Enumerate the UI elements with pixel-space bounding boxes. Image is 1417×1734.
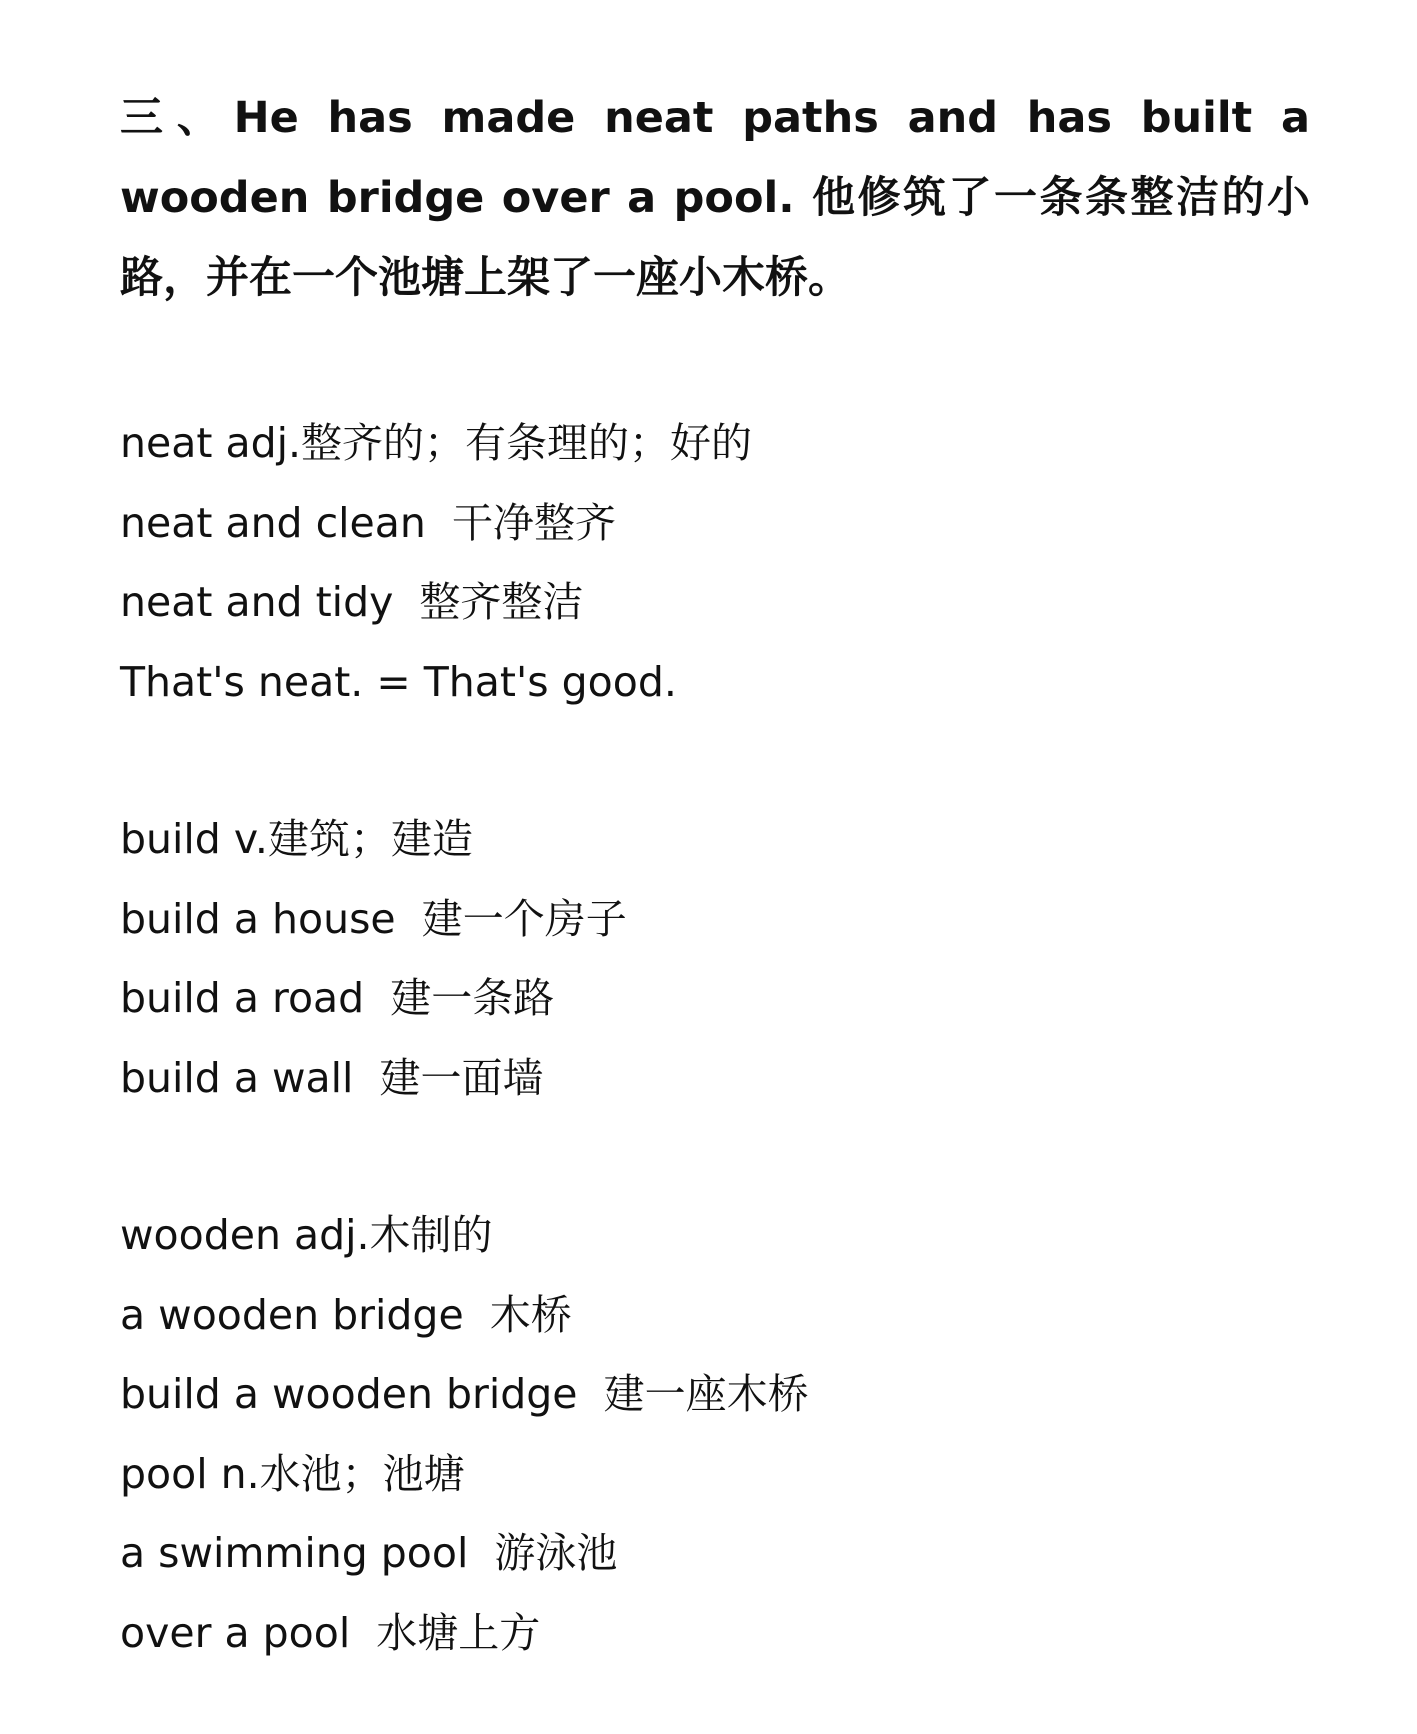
vocab-line: build a house 建一个房子 [120, 894, 627, 943]
vocab-line: a swimming pool 游泳池 [120, 1529, 618, 1577]
vocab-line: a wooden bridge 木桥 [120, 1290, 572, 1339]
vocab-line: build a road 建一条路 [120, 974, 555, 1022]
sentence-heading: 三、He has made neat paths and has built a wooden bridge over a pool. 他修筑了一条条整洁的小路，并在一个池塘上架了一座小木桥。 [120, 93, 1310, 303]
vocab-line: build v.建筑；建造 [120, 815, 473, 863]
vocab-line: neat adj.整齐的；有条理的；好的 [120, 419, 753, 467]
vocab-line: wooden adj.木制的 [120, 1211, 493, 1259]
vocab-line: neat and clean 干净整齐 [120, 498, 616, 547]
vocab-line: build a wooden bridge 建一座木桥 [120, 1370, 809, 1418]
vocab-section-neat [120, 404, 1310, 722]
vocab-line: That's neat. = That's good. [120, 657, 677, 706]
document-page [120, 78, 1310, 1673]
vocab-line: neat and tidy 整齐整洁 [120, 578, 584, 626]
vocab-line: build a wall 建一面墙 [120, 1053, 544, 1102]
vocab-line: over a pool 水塘上方 [120, 1608, 541, 1657]
vocab-section-wooden-pool [120, 1196, 1310, 1673]
vocab-section-build [120, 800, 1310, 1118]
vocab-line: pool n.水池；池塘 [120, 1449, 465, 1498]
